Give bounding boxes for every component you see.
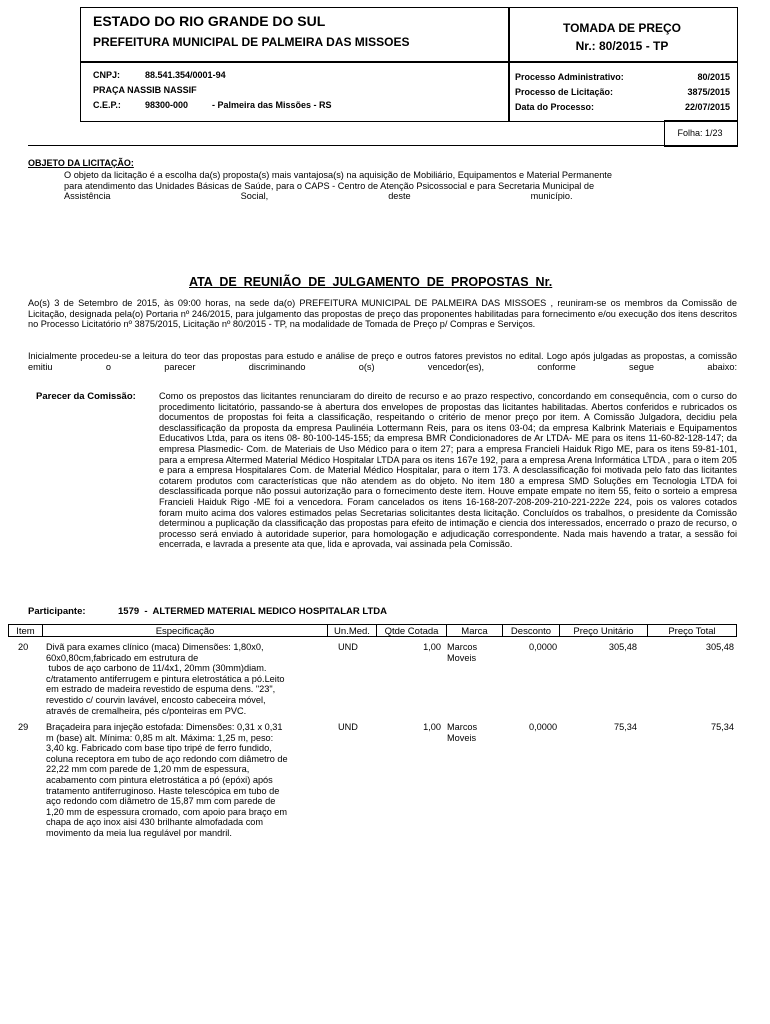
spec-line: acabamento com pintura eletrostática a pó (epóxi) após: [46, 774, 273, 785]
col-header-qty: Qtde Cotada: [376, 624, 447, 637]
col-header-unit: Un.Med.: [327, 624, 377, 637]
brand-line: Moveis: [447, 652, 477, 663]
proc-lic-value: 3875/2015: [687, 87, 730, 97]
spec-line: tratamento antiferruginoso. Haste telescópica em tubo de: [46, 785, 280, 796]
brand-line: Marcos: [447, 642, 478, 652]
cep-label: C.E.P.:: [93, 100, 121, 110]
spec-line: através de cremalheira, pés c/ponteiras em PVC.: [46, 705, 247, 716]
brand-line: Marcos: [447, 722, 478, 732]
prefecture-title: PREFEITURA MUNICIPAL DE PALMEIRA DAS MISSOES: [93, 35, 410, 49]
state-title: ESTADO DO RIO GRANDE DO SUL: [93, 13, 326, 29]
participante-value: 1579 - ALTERMED MATERIAL MEDICO HOSPITALAR LTDA: [118, 606, 387, 617]
spec-line: Braçadeira para injeção estofada: Dimensões: 0,31 x 0,31: [46, 722, 283, 732]
spec-line: 3,40 kg. Fabricado com base tipo tripé de ferro fundido,: [46, 743, 272, 754]
table-row-qty: 1,00: [423, 642, 441, 652]
table-row-spec: [46, 722, 331, 839]
col-header-discount: Desconto: [502, 624, 560, 637]
col-header-item: Item: [8, 624, 43, 637]
table-row-brand: [447, 722, 477, 743]
objeto-line-2: para atendimento das Unidades Básicas de Saúde, para o CAPS - Centro de Atenção Psicossocial e para Secretaria Municipal de: [64, 180, 595, 191]
participante-label: Participante:: [28, 606, 86, 617]
table-row-item: 20: [18, 642, 29, 652]
spec-line: em estrado de madeira revestido de espuma dens. "23",: [46, 684, 276, 695]
header-right-box: [508, 7, 738, 63]
cnpj-value: 88.541.354/0001-94: [145, 70, 226, 80]
objeto-line-3: Assistência Social, deste município.: [64, 191, 573, 202]
table-row-total: 305,48: [705, 642, 734, 652]
spec-line: 22,22 mm com parede de 1,20 mm de espessura,: [46, 764, 250, 775]
spec-line: coluna receptora em tubo de aço redondo com diâmetro de: [46, 753, 288, 764]
process-number: Nr.: 80/2015 - TP: [575, 39, 669, 53]
spec-line: aço redondo com diâmetro de 15,87 mm com parede de: [46, 796, 276, 807]
table-row-unit-price: 305,48: [608, 642, 637, 652]
spec-line: movimento da meia lua regulável por mandril.: [46, 827, 232, 838]
cnpj-label: CNPJ:: [93, 70, 121, 80]
objeto-text: [64, 170, 698, 202]
table-row-brand: [447, 642, 477, 663]
col-header-total: Preço Total: [647, 624, 737, 637]
address: PRAÇA NASSIB NASSIF: [93, 85, 197, 95]
objeto-line-1: O objeto da licitação é a escolha da(s) proposta(s) mais vantajosa(s) na aquisição de Mobiliário, Equipamentos e Material Permanente: [64, 170, 612, 180]
modality-title: TOMADA DE PREÇO: [562, 21, 681, 35]
spec-line: revestido c/ courvin lavável, encosto cabeceira móvel,: [46, 694, 266, 705]
table-row-spec: [46, 642, 331, 716]
proc-lic-label: Processo de Licitação:: [515, 87, 614, 97]
objeto-heading: OBJETO DA LICITAÇÃO:: [28, 158, 134, 168]
proc-admin-label: Processo Administrativo:: [515, 72, 624, 82]
table-row-unit-price: 75,34: [614, 722, 637, 732]
col-header-unit-price: Preço Unitário: [559, 624, 648, 637]
table-row-unit: UND: [338, 642, 358, 652]
ata-paragraph-2: Inicialmente procedeu-se a leitura do teor das propostas para estudo e análise de preço e outros fatores previstos no edital. Logo após julgadas as propostas, a comissão emitiu o parecer discriminando o(s) vencedor(es), conforme segue abaixo:: [28, 351, 737, 372]
table-row-qty: 1,00: [423, 722, 441, 732]
spec-line: m (base) alt. Mínima: 0,85 m alt. Máxima: 1,25 m, peso:: [46, 732, 274, 743]
table-row-item: 29: [18, 722, 29, 732]
table-row-unit: UND: [338, 722, 358, 732]
proc-admin-value: 80/2015: [697, 72, 730, 82]
table-row-total: 75,34: [711, 722, 734, 732]
proc-date-label: Data do Processo:: [515, 102, 595, 112]
spec-line: tubos de aço carbono de 11/4x1, 20mm (30mm)diam.: [46, 663, 267, 674]
col-header-spec: Especificação: [42, 624, 328, 637]
header-divider: [28, 145, 738, 146]
table-row-discount: 0,0000: [529, 642, 558, 652]
spec-line: chapa de aço inox aisi 430 brilhante almofadada com: [46, 817, 264, 828]
parecer-label: Parecer da Comissão:: [36, 391, 136, 402]
col-header-brand: Marca: [446, 624, 503, 637]
proc-date-value: 22/07/2015: [684, 102, 730, 112]
folha-label: Folha: 1/23: [677, 128, 723, 138]
ata-paragraph-1: Ao(s) 3 de Setembro de 2015, às 09:00 horas, na sede da(o) PREFEITURA MUNICIPAL DE PALMEIRA DAS MISSOES , reuniram-se os membros da Comissão de Licitação, designada pela(o) Portaria nº 246/2015, para julgamento das propostas de preço das proponentes habilitadas para fornecimento e/ou execução dos itens descritos no Processo Licitatório nº 3875/2015, Licitação nº 80/2015 - TP, na modalidade de Tomada de Preço p/ Compras e Serviços.: [28, 298, 737, 330]
ata-title: ATA DE REUNIÃO DE JULGAMENTO DE PROPOSTAS Nr.: [189, 275, 553, 289]
spec-line: c/tratamento antiferrugem e pintura eletrostática a pó.Leito: [46, 673, 285, 684]
city: - Palmeira das Missões - RS: [212, 100, 332, 110]
cep-value: 98300-000: [145, 100, 189, 110]
parecer-text: Como os prepostos das licitantes renunciaram do direito de recurso e ao prazo respectivo, concordando em consequência, com o curso do procedimento licitatório, passando-se à abertura dos envelopes de propostas das licitantes habilitadas. Abertos conferidos e rubricados os documentos de propostas foi feita a classificação, respeitando o critério de menor preço por item. A Comissão Julgadora, decidiu pela desclassificação da proposta da empresa Paulinéia Lottermann Reis, para os itens 03-04; da empresa Kalbrink Materiais e Equipamentos Educativos Ltda, para os itens 08- 80-100-145-155; da empresa BMR Condicionadores de Ar LTDA- ME para os itens 11-60-82-128-147; da empresa Plasmedic- Com. de Materiais de Uso Médico para o item 27; para a empresa Francieli Haiduk Rigo ME, para os itens 59-81-101, para a empresa Altermed Material Médico Hospitalar LTDA para os itens 167e 192, para a empresa Arena Informática LTDA , para o item 205 e para a empresa Hospitalares Com. de Material Médico Hospitalar, para o item 173. A desclassificação foi motivada pelo fato das licitantes cotarem produtos com características que não atendem as do objeto. No item 180 a empresa SMD Soluções em Tecnologia LTDA foi desclassificada porque não possui autorização para o fornecimento deste item. Houve empate empate no item 55, feito o sorteio a empresa Francieli Haiduk Rigo -ME foi a vencedora. Foram cancelados os itens 16-168-207-208-209-210-221-222e 224, pois os valores cotados foram muito acima dos valores estimados pelas Secretarias solicitantes desta licitação. Concluídos os trabalhos, o presidente da Comissão determinou a puplicação da classificação das propostas para efeito de intimação e ciencia dos interessados, encerrado o prazo de recurso, o processo será enviado à autoridade superior, para homologação e adjudicação correspondente. Nada mais havendo a tratar, a sessão foi encerrada, e lavrada a presente ata que, lida e aprovada, vai assinada pela Comissão.: [159, 391, 737, 550]
spec-line: 1,20 mm de espessura cromado, com apoio para braço em: [46, 806, 288, 817]
spec-line: Divã para exames clínico (maca) Dimensões: 1,80x0,: [46, 642, 264, 652]
brand-line: Moveis: [447, 732, 477, 743]
spec-line: 60x0,80cm,fabricado em estrutura de: [46, 652, 199, 663]
table-row-discount: 0,0000: [529, 722, 558, 732]
